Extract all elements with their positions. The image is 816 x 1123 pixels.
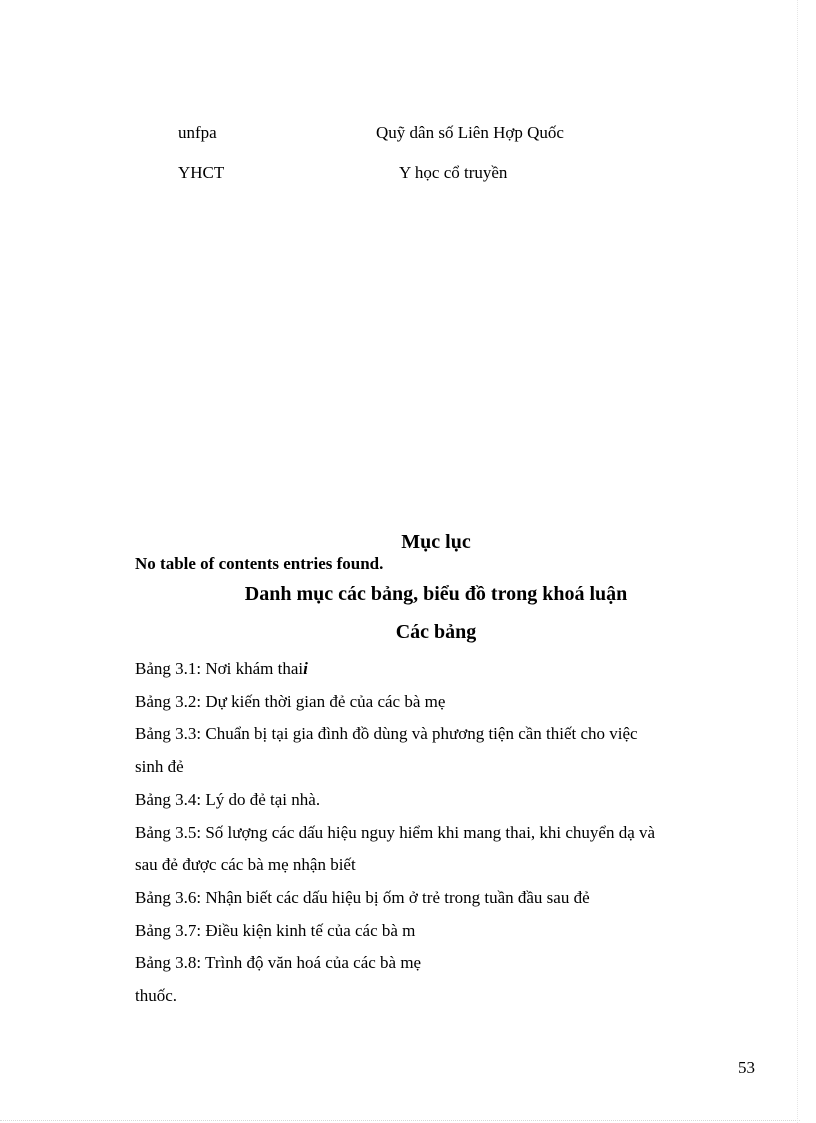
list-of-tables-title: Danh mục các bảng, biểu đồ trong khoá luận bbox=[244, 583, 628, 605]
table-entry-text: Bảng 3.1: Nơi khám thai bbox=[135, 659, 304, 678]
abbreviation-term: unfpa bbox=[178, 123, 217, 142]
abbreviation-row bbox=[178, 163, 508, 183]
table-entry[interactable] bbox=[135, 653, 725, 686]
table-entry[interactable] bbox=[135, 817, 725, 850]
abbreviation-meaning: Quỹ dân số Liên Hợp Quốc bbox=[376, 123, 564, 142]
table-entry-text: Bảng 3.8: Trình độ văn hoá của các bà mẹ bbox=[135, 953, 422, 973]
table-entry-text: Bảng 3.2: Dự kiến thời gian đẻ của các bà mẹ bbox=[135, 691, 446, 711]
page-right-border bbox=[797, 0, 798, 1123]
abbreviation-term: YHCT bbox=[178, 163, 225, 182]
page-bottom-border bbox=[0, 1120, 800, 1121]
table-entry-text: Bảng 3.6: Nhận biết các dấu hiệu bị ốm ở trẻ trong tuần đầu sau đẻ bbox=[135, 887, 590, 907]
table-entry[interactable] bbox=[135, 686, 725, 719]
footnote-marker: i bbox=[303, 659, 308, 678]
page-number: 53 bbox=[738, 1058, 755, 1077]
table-entry[interactable] bbox=[135, 947, 725, 980]
table-entry-text: Bảng 3.4: Lý do đẻ tại nhà. bbox=[135, 789, 321, 809]
table-entry[interactable] bbox=[135, 882, 725, 915]
table-entry[interactable] bbox=[135, 784, 725, 817]
trailing-text: thuốc. bbox=[135, 986, 178, 1006]
table-entry-text: Bảng 3.7: Điều kiện kinh tế của các bà m bbox=[135, 920, 416, 940]
table-entry-text: Bảng 3.3: Chuẩn bị tại gia đình đồ dùng và phương tiện cần thiết cho việc bbox=[135, 724, 638, 744]
table-list bbox=[135, 653, 725, 1013]
toc-title: Mục lục bbox=[401, 531, 471, 553]
abbreviation-meaning: Y học cổ truyền bbox=[399, 163, 508, 182]
table-entry[interactable] bbox=[135, 718, 725, 751]
abbreviation-row bbox=[178, 123, 564, 143]
table-entry-continuation: sau đẻ được các bà mẹ nhận biết bbox=[135, 855, 356, 875]
table-entry-continuation: sinh đẻ bbox=[135, 757, 184, 777]
table-entry-text: Bảng 3.5: Số lượng các dấu hiệu nguy hiểm khi mang thai, khi chuyển dạ và bbox=[135, 822, 656, 842]
toc-empty-message: No table of contents entries found. bbox=[135, 554, 384, 573]
table-entry[interactable] bbox=[135, 915, 725, 948]
tables-heading: Các bảng bbox=[395, 621, 477, 643]
